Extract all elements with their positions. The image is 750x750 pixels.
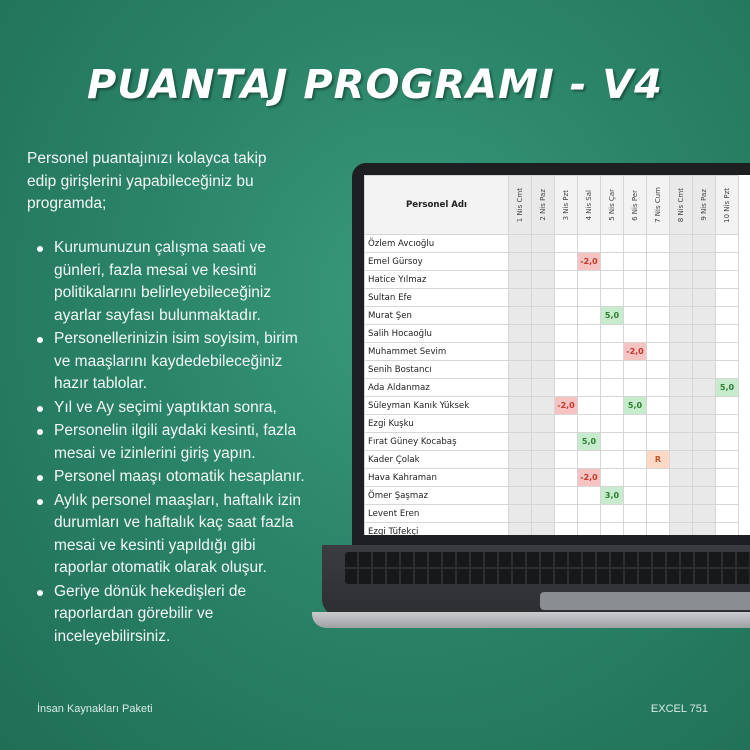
- attendance-cell[interactable]: [693, 433, 716, 451]
- attendance-cell[interactable]: [670, 307, 693, 325]
- attendance-cell[interactable]: [693, 307, 716, 325]
- attendance-cell[interactable]: [532, 505, 555, 523]
- table-row: [365, 235, 739, 253]
- attendance-cell[interactable]: [670, 469, 693, 487]
- employee-name[interactable]: Hatice Yılmaz: [365, 271, 509, 289]
- attendance-cell[interactable]: [578, 271, 601, 289]
- attendance-cell[interactable]: [693, 487, 716, 505]
- footer-product-code: EXCEL 751: [650, 703, 708, 715]
- attendance-cell[interactable]: [555, 235, 578, 253]
- attendance-cell[interactable]: [578, 343, 601, 361]
- attendance-cell[interactable]: [532, 361, 555, 379]
- attendance-cell[interactable]: [670, 451, 693, 469]
- attendance-cell[interactable]: [578, 379, 601, 397]
- employee-name[interactable]: Ada Aldanmaz: [365, 379, 509, 397]
- day-label: 9 Nis Paz: [700, 189, 708, 221]
- attendance-cell[interactable]: [716, 487, 739, 505]
- attendance-cell[interactable]: [532, 523, 555, 536]
- attendance-cell[interactable]: [624, 361, 647, 379]
- attendance-cell[interactable]: [601, 415, 624, 433]
- feature-list: [37, 237, 312, 649]
- employee-name[interactable]: Ömer Şaşmaz: [365, 487, 509, 505]
- feature-list-item: [37, 397, 312, 420]
- attendance-cell[interactable]: [578, 289, 601, 307]
- attendance-cell[interactable]: [601, 271, 624, 289]
- attendance-cell[interactable]: [555, 325, 578, 343]
- attendance-cell[interactable]: [670, 289, 693, 307]
- attendance-cell[interactable]: [601, 523, 624, 536]
- attendance-cell[interactable]: [693, 451, 716, 469]
- attendance-cell[interactable]: [693, 271, 716, 289]
- table-row: [365, 469, 739, 487]
- employee-name[interactable]: Sultan Efe: [365, 289, 509, 307]
- attendance-cell[interactable]: [624, 505, 647, 523]
- attendance-cell[interactable]: [670, 271, 693, 289]
- column-header-day: [670, 176, 693, 235]
- employee-name[interactable]: Hava Kahraman: [365, 469, 509, 487]
- attendance-cell[interactable]: [578, 487, 601, 505]
- attendance-cell[interactable]: [693, 415, 716, 433]
- attendance-cell[interactable]: [601, 325, 624, 343]
- attendance-cell[interactable]: [647, 253, 670, 271]
- attendance-cell[interactable]: 3,0: [601, 487, 624, 505]
- table-row: [365, 325, 739, 343]
- employee-name[interactable]: Kader Çolak: [365, 451, 509, 469]
- attendance-cell[interactable]: [693, 397, 716, 415]
- attendance-cell[interactable]: [532, 397, 555, 415]
- attendance-cell[interactable]: [716, 361, 739, 379]
- attendance-cell[interactable]: [716, 253, 739, 271]
- attendance-cell[interactable]: 5,0: [578, 433, 601, 451]
- attendance-cell[interactable]: [647, 415, 670, 433]
- attendance-cell[interactable]: [670, 325, 693, 343]
- attendance-cell[interactable]: [601, 253, 624, 271]
- footer-package-label: İnsan Kaynakları Paketi: [37, 703, 153, 715]
- attendance-cell[interactable]: [578, 307, 601, 325]
- attendance-cell[interactable]: [601, 289, 624, 307]
- attendance-cell[interactable]: [509, 271, 532, 289]
- day-label: 4 Nis Sal: [585, 189, 593, 221]
- attendance-cell[interactable]: [578, 397, 601, 415]
- attendance-cell[interactable]: [601, 505, 624, 523]
- feature-text: Personellerinizin isim soyisim, birim ve maaşlarını kaydedebileceğiniz hazır tablolar.: [54, 330, 298, 392]
- employee-name[interactable]: Murat Şen: [365, 307, 509, 325]
- column-header-day: [601, 176, 624, 235]
- employee-name[interactable]: Ezgi Tüfekçi: [365, 523, 509, 536]
- attendance-cell[interactable]: [555, 289, 578, 307]
- column-header-day: [647, 176, 670, 235]
- attendance-cell[interactable]: [578, 235, 601, 253]
- employee-name[interactable]: Levent Eren: [365, 505, 509, 523]
- laptop-rim: [312, 612, 750, 628]
- column-header-day: [693, 176, 716, 235]
- attendance-cell[interactable]: [647, 271, 670, 289]
- bullet-dot-icon: [37, 499, 43, 505]
- table-row: [365, 343, 739, 361]
- attendance-cell[interactable]: [532, 415, 555, 433]
- attendance-cell[interactable]: [693, 325, 716, 343]
- attendance-cell[interactable]: [555, 271, 578, 289]
- day-label: 2 Nis Paz: [539, 189, 547, 221]
- attendance-cell[interactable]: [578, 415, 601, 433]
- feature-text: Kurumunuzun çalışma saati ve günleri, fazla mesai ve kesinti politikalarını belirleyebileceğiniz ayarlar sayfası bulunmaktadır.: [54, 239, 272, 324]
- attendance-cell[interactable]: [509, 253, 532, 271]
- attendance-cell[interactable]: [716, 343, 739, 361]
- attendance-cell[interactable]: [647, 469, 670, 487]
- attendance-cell[interactable]: [693, 505, 716, 523]
- attendance-cell[interactable]: [555, 505, 578, 523]
- spreadsheet-display: [364, 175, 750, 535]
- attendance-cell[interactable]: [578, 451, 601, 469]
- day-label: 7 Nis Cum: [654, 187, 662, 223]
- attendance-cell[interactable]: [647, 379, 670, 397]
- feature-list-item: [37, 466, 312, 489]
- attendance-cell[interactable]: [509, 307, 532, 325]
- day-label: 6 Nis Per: [631, 189, 639, 221]
- attendance-cell[interactable]: [532, 289, 555, 307]
- attendance-cell[interactable]: [578, 505, 601, 523]
- feature-text: Personelin ilgili aydaki kesinti, fazla mesai ve izinlerini giriş yapın.: [54, 422, 297, 462]
- day-label: 5 Nis Çar: [608, 189, 616, 221]
- attendance-cell[interactable]: [555, 343, 578, 361]
- attendance-cell[interactable]: [601, 343, 624, 361]
- attendance-cell[interactable]: [601, 379, 624, 397]
- attendance-cell[interactable]: [693, 253, 716, 271]
- attendance-cell[interactable]: [532, 235, 555, 253]
- attendance-cell[interactable]: [693, 289, 716, 307]
- feature-text: Geriye dönük hekedişleri de raporlardan görebilir ve inceleyebilirsiniz.: [54, 582, 247, 645]
- attendance-cell[interactable]: [532, 253, 555, 271]
- attendance-cell[interactable]: [670, 235, 693, 253]
- attendance-cell[interactable]: [509, 469, 532, 487]
- attendance-cell[interactable]: [532, 433, 555, 451]
- attendance-cell[interactable]: [555, 253, 578, 271]
- employee-name[interactable]: Özlem Avcıoğlu: [365, 235, 509, 253]
- day-label: 10 Nis Pzt: [723, 187, 731, 223]
- table-row: [365, 487, 739, 505]
- feature-text: Aylık personel maaşları, haftalık izin durumları ve haftalık kaç saat fazla mesai ve kesinti yapıldığı gibi raporlar otomatik olarak oluşur.: [54, 491, 301, 576]
- attendance-cell[interactable]: [601, 235, 624, 253]
- employee-name[interactable]: Muhammet Sevim: [365, 343, 509, 361]
- bullet-dot-icon: [37, 406, 43, 412]
- attendance-cell[interactable]: [716, 325, 739, 343]
- attendance-cell[interactable]: [647, 343, 670, 361]
- attendance-cell[interactable]: [716, 415, 739, 433]
- feature-list-item: [37, 420, 312, 465]
- attendance-cell[interactable]: [693, 343, 716, 361]
- bullet-dot-icon: [37, 337, 43, 343]
- attendance-cell[interactable]: [693, 361, 716, 379]
- attendance-cell[interactable]: [716, 235, 739, 253]
- attendance-cell[interactable]: [509, 523, 532, 536]
- table-row: [365, 397, 739, 415]
- attendance-cell[interactable]: [716, 451, 739, 469]
- attendance-cell[interactable]: [555, 487, 578, 505]
- attendance-cell[interactable]: [716, 271, 739, 289]
- attendance-cell[interactable]: [670, 379, 693, 397]
- attendance-cell[interactable]: [532, 307, 555, 325]
- column-header-day: [509, 176, 532, 235]
- feature-list-item: [37, 490, 312, 580]
- attendance-cell[interactable]: [601, 397, 624, 415]
- attendance-cell[interactable]: [670, 397, 693, 415]
- table-row: [365, 433, 739, 451]
- attendance-cell[interactable]: [716, 505, 739, 523]
- table-row: [365, 523, 739, 536]
- attendance-cell[interactable]: [555, 379, 578, 397]
- attendance-cell[interactable]: 5,0: [601, 307, 624, 325]
- attendance-cell[interactable]: [509, 433, 532, 451]
- page-title: PUANTAJ PROGRAMI - V4: [86, 62, 664, 108]
- day-label: 1 Nis Cmt: [516, 187, 524, 223]
- table-row: [365, 289, 739, 307]
- attendance-cell[interactable]: [509, 415, 532, 433]
- attendance-cell[interactable]: [624, 235, 647, 253]
- attendance-cell[interactable]: [624, 451, 647, 469]
- employee-name[interactable]: Salih Hocaoğlu: [365, 325, 509, 343]
- column-header-name: Personel Adı: [365, 176, 509, 235]
- attendance-table: [364, 175, 739, 535]
- attendance-cell[interactable]: [509, 487, 532, 505]
- attendance-cell[interactable]: -2,0: [578, 469, 601, 487]
- attendance-cell[interactable]: [624, 289, 647, 307]
- attendance-cell[interactable]: [601, 433, 624, 451]
- attendance-cell[interactable]: [670, 505, 693, 523]
- table-row: [365, 271, 739, 289]
- attendance-cell[interactable]: [670, 415, 693, 433]
- attendance-cell[interactable]: [647, 487, 670, 505]
- attendance-cell[interactable]: -2,0: [578, 253, 601, 271]
- attendance-cell[interactable]: R: [647, 451, 670, 469]
- attendance-cell[interactable]: 5,0: [624, 397, 647, 415]
- attendance-cell[interactable]: [509, 235, 532, 253]
- bullet-dot-icon: [37, 429, 43, 435]
- bullet-dot-icon: [37, 590, 43, 596]
- bullet-dot-icon: [37, 246, 43, 252]
- attendance-cell[interactable]: [601, 451, 624, 469]
- attendance-cell[interactable]: [555, 451, 578, 469]
- attendance-cell[interactable]: [647, 433, 670, 451]
- attendance-cell[interactable]: [555, 415, 578, 433]
- attendance-cell[interactable]: [601, 361, 624, 379]
- attendance-cell[interactable]: [624, 325, 647, 343]
- attendance-cell[interactable]: [624, 415, 647, 433]
- employee-name[interactable]: Senih Bostancı: [365, 361, 509, 379]
- attendance-cell[interactable]: [647, 523, 670, 536]
- attendance-cell[interactable]: [624, 433, 647, 451]
- attendance-cell[interactable]: [670, 487, 693, 505]
- attendance-cell[interactable]: [532, 469, 555, 487]
- attendance-cell[interactable]: [532, 487, 555, 505]
- attendance-cell[interactable]: [670, 523, 693, 536]
- intro-text: Personel puantajınızı kolayca takip edip girişlerini yapabileceğiniz bu programda;: [27, 150, 267, 212]
- attendance-cell[interactable]: [716, 433, 739, 451]
- attendance-cell[interactable]: [532, 379, 555, 397]
- laptop-trackpad: [540, 592, 750, 610]
- attendance-cell[interactable]: [532, 271, 555, 289]
- attendance-cell[interactable]: [624, 307, 647, 325]
- attendance-cell[interactable]: [532, 343, 555, 361]
- day-label: 3 Nis Pzt: [562, 189, 570, 221]
- attendance-cell[interactable]: [532, 451, 555, 469]
- attendance-cell[interactable]: [647, 361, 670, 379]
- feature-list-item: [37, 328, 312, 396]
- attendance-cell[interactable]: [647, 289, 670, 307]
- attendance-cell[interactable]: [693, 469, 716, 487]
- attendance-cell[interactable]: [647, 307, 670, 325]
- table-row: [365, 379, 739, 397]
- attendance-cell[interactable]: [693, 235, 716, 253]
- table-row: [365, 307, 739, 325]
- attendance-cell[interactable]: [509, 505, 532, 523]
- column-header-day: [532, 176, 555, 235]
- attendance-cell[interactable]: [624, 271, 647, 289]
- attendance-cell[interactable]: [624, 487, 647, 505]
- table-row: [365, 253, 739, 271]
- attendance-cell[interactable]: [647, 325, 670, 343]
- attendance-cell[interactable]: [509, 361, 532, 379]
- attendance-cell[interactable]: [670, 361, 693, 379]
- attendance-cell[interactable]: [716, 523, 739, 536]
- attendance-cell[interactable]: [670, 343, 693, 361]
- table-row: [365, 361, 739, 379]
- attendance-cell[interactable]: [555, 433, 578, 451]
- attendance-cell[interactable]: [555, 361, 578, 379]
- attendance-cell[interactable]: -2,0: [624, 343, 647, 361]
- laptop-keyboard: [345, 552, 750, 584]
- attendance-cell[interactable]: [624, 523, 647, 536]
- table-row: [365, 451, 739, 469]
- column-header-day: [624, 176, 647, 235]
- attendance-cell[interactable]: [624, 253, 647, 271]
- attendance-cell[interactable]: [716, 397, 739, 415]
- attendance-cell[interactable]: [647, 235, 670, 253]
- attendance-cell[interactable]: [716, 469, 739, 487]
- employee-name[interactable]: Ezgi Kuşku: [365, 415, 509, 433]
- attendance-cell[interactable]: [555, 523, 578, 536]
- attendance-cell[interactable]: [693, 379, 716, 397]
- attendance-cell[interactable]: [670, 433, 693, 451]
- table-row: [365, 415, 739, 433]
- attendance-cell[interactable]: [601, 469, 624, 487]
- attendance-cell[interactable]: [555, 307, 578, 325]
- attendance-cell[interactable]: [670, 253, 693, 271]
- attendance-cell[interactable]: [532, 325, 555, 343]
- table-row: [365, 505, 739, 523]
- attendance-cell[interactable]: [555, 469, 578, 487]
- attendance-cell[interactable]: [716, 289, 739, 307]
- attendance-cell[interactable]: [509, 343, 532, 361]
- employee-name[interactable]: Süleyman Kanık Yüksek: [365, 397, 509, 415]
- employee-name[interactable]: Emel Gürsoy: [365, 253, 509, 271]
- attendance-cell[interactable]: [624, 469, 647, 487]
- feature-text: Personel maaşı otomatik hesaplanır.: [54, 468, 305, 485]
- employee-name[interactable]: Fırat Güney Kocabaş: [365, 433, 509, 451]
- feature-text: Yıl ve Ay seçimi yaptıktan sonra,: [54, 398, 277, 416]
- attendance-cell[interactable]: [509, 325, 532, 343]
- attendance-cell[interactable]: [509, 289, 532, 307]
- attendance-cell[interactable]: [578, 325, 601, 343]
- attendance-cell[interactable]: [509, 397, 532, 415]
- attendance-cell[interactable]: [647, 397, 670, 415]
- column-header-day: [578, 176, 601, 235]
- attendance-cell[interactable]: [509, 379, 532, 397]
- attendance-cell[interactable]: [578, 361, 601, 379]
- attendance-cell[interactable]: 5,0: [716, 379, 739, 397]
- attendance-cell[interactable]: -2,0: [555, 397, 578, 415]
- day-label: 8 Nis Cmt: [677, 187, 685, 223]
- attendance-cell[interactable]: [509, 451, 532, 469]
- column-header-day: [716, 176, 739, 235]
- attendance-cell[interactable]: [716, 307, 739, 325]
- attendance-cell[interactable]: [693, 523, 716, 536]
- bullet-dot-icon: [37, 475, 43, 481]
- feature-list-item: [37, 581, 312, 649]
- feature-list-item: [37, 237, 312, 327]
- column-header-day: [555, 176, 578, 235]
- attendance-cell[interactable]: [578, 523, 601, 536]
- attendance-cell[interactable]: [647, 505, 670, 523]
- attendance-cell[interactable]: [624, 379, 647, 397]
